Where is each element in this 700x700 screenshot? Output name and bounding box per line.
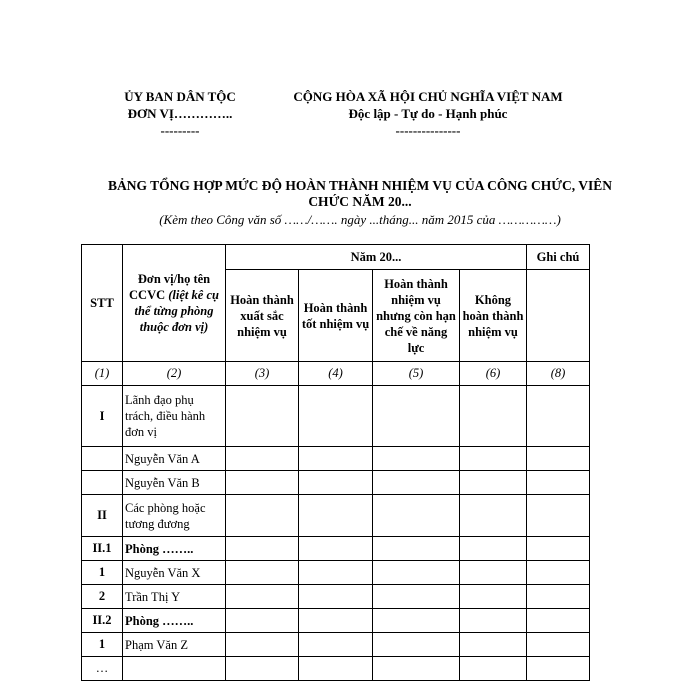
table-row: [82, 657, 590, 681]
right-divider: ---------------: [395, 123, 461, 138]
index-row: [82, 362, 590, 386]
index-label: (6): [460, 362, 527, 386]
document-title: [60, 178, 660, 210]
row-stt: II: [82, 495, 123, 537]
table-row: [82, 386, 590, 447]
row-name: Nguyễn Văn X: [123, 561, 226, 585]
header-name-line-b: CCVC: [129, 288, 166, 302]
table-row: [82, 633, 590, 657]
row-stt: I: [82, 386, 123, 447]
header-note: Ghi chú: [527, 245, 590, 270]
row-name: Trần Thị Y: [123, 585, 226, 609]
row-name: Lãnh đạo phụ trách, điều hành đơn vị: [123, 386, 226, 447]
index-label: (1): [82, 362, 123, 386]
header-good: Hoàn thành tốt nhiệm vụ: [299, 270, 373, 362]
header-excellent: Hoàn thành xuất sắc nhiệm vụ: [226, 270, 299, 362]
row-name: Nguyễn Văn A: [123, 447, 226, 471]
table-row: [82, 561, 590, 585]
table-row: [82, 537, 590, 561]
row-name: Phòng ……..: [123, 537, 226, 561]
row-name: Phòng ……..: [123, 609, 226, 633]
row-stt: [82, 447, 123, 471]
row-stt: 1: [82, 561, 123, 585]
index-label: (2): [123, 362, 226, 386]
header-limited: Hoàn thành nhiệm vụ nhưng còn hạn chế về năng lực: [373, 270, 460, 362]
country-name: CỘNG HÒA XÃ HỘI CHỦ NGHĨA VIỆT NAM: [293, 89, 563, 104]
title-line-1: BẢNG TỔNG HỢP MỨC ĐỘ HOÀN THÀNH NHIỆM VỤ CỦA CÔNG CHỨC, VIÊN: [108, 178, 612, 193]
row-stt: …: [82, 657, 123, 681]
table-row: [82, 609, 590, 633]
issuing-agency-block: [100, 88, 260, 139]
row-name: [123, 657, 226, 681]
header-name-line-a: Đơn vị/họ tên: [137, 272, 211, 286]
row-stt: 1: [82, 633, 123, 657]
header-year: Năm 20...: [226, 245, 527, 270]
table-row: [82, 471, 590, 495]
index-label: (4): [299, 362, 373, 386]
row-name: Các phòng hoặc tương đương: [123, 495, 226, 537]
header-note-empty: [527, 270, 590, 362]
row-stt: [82, 471, 123, 495]
summary-table: [81, 244, 590, 681]
index-label: (3): [226, 362, 299, 386]
national-header-block: [268, 88, 588, 139]
header-name: [123, 245, 226, 362]
index-label: (5): [373, 362, 460, 386]
unit-name: ĐƠN VỊ…………..: [127, 106, 233, 121]
document-subtitle: (Kèm theo Công văn số ……/……. ngày ...tháng... năm 2015 của ……………): [159, 212, 561, 227]
title-line-2: CHỨC NĂM 20...: [308, 194, 412, 209]
table-row: [82, 495, 590, 537]
index-label: (8): [527, 362, 590, 386]
left-divider: ---------: [160, 123, 200, 138]
row-stt: II.1: [82, 537, 123, 561]
header-row-1: [82, 245, 590, 270]
row-name: Nguyễn Văn B: [123, 471, 226, 495]
row-stt: II.2: [82, 609, 123, 633]
agency-name: ỦY BAN DÂN TỘC: [124, 89, 236, 104]
row-name: Phạm Văn Z: [123, 633, 226, 657]
table-row: [82, 447, 590, 471]
header-stt: STT: [82, 245, 123, 362]
header-name-note: (liệt kê cụ thể từng phòng thuộc đơn vị): [134, 288, 219, 334]
row-stt: 2: [82, 585, 123, 609]
table-row: [82, 585, 590, 609]
header-not-completed: Không hoàn thành nhiệm vụ: [460, 270, 527, 362]
national-motto: Độc lập - Tự do - Hạnh phúc: [348, 106, 508, 121]
